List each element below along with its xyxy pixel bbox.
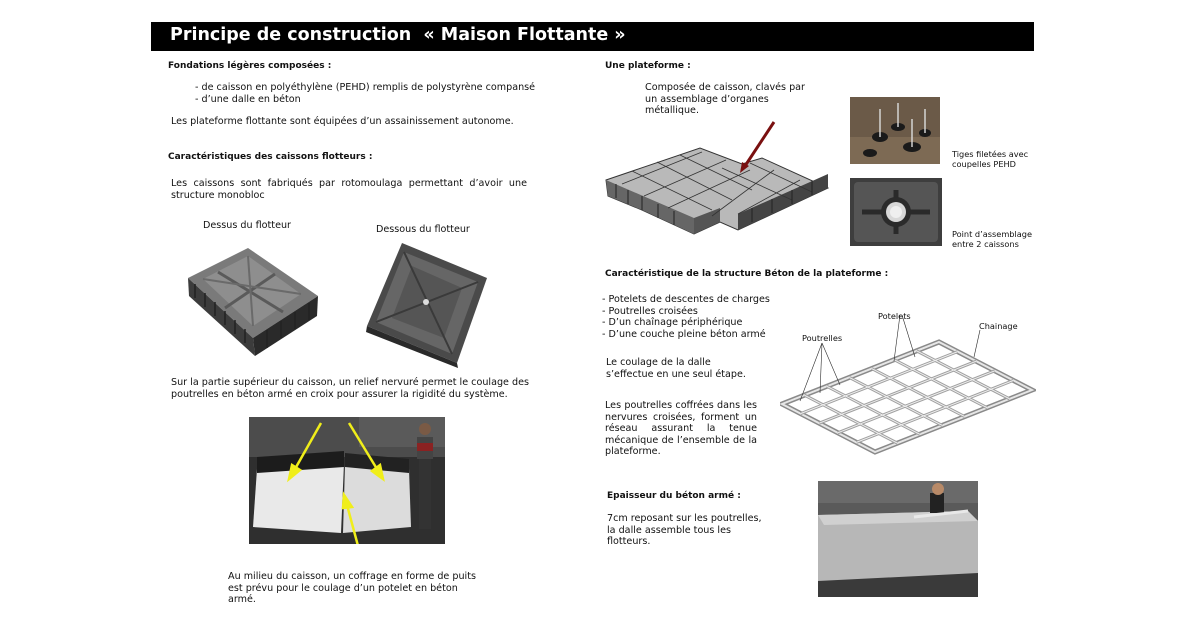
assemblage-caption: Point d’assemblage entre 2 caissons — [952, 229, 1033, 249]
poutrelles-text: Les poutrelles coffrées dans les nervures croisées, forment un réseau assurant la tenue mécanique de l’ensemble de la plateforme. — [605, 400, 757, 458]
fondations-list — [195, 82, 535, 105]
caissons-heading: Caractéristiques des caissons flotteurs : — [168, 152, 373, 162]
fondations-heading: Fondations légères composées : — [168, 61, 332, 71]
grid-beam — [827, 386, 920, 434]
epaisseur-heading: Epaisseur du béton armé : — [607, 491, 741, 501]
float-bottom-image — [362, 238, 492, 368]
plateforme-desc: Composée de caisson, clavés par un assemblage d’organes métallique. — [645, 82, 805, 117]
assainissement-note: Les plateforme flottante sont équipées d’un assainissement autonome. — [171, 116, 514, 127]
grid-beam — [801, 352, 958, 414]
caissons-intro: Les caissons sont fabriqués par rotomoulaga permettant d’avoir une structure monobloc — [171, 178, 527, 201]
coulage-text: Le coulage de la dalle s’effectue en une seul étape. — [606, 357, 746, 380]
slab-photo — [818, 481, 978, 597]
list-item: - D’un chaînage périphérique — [602, 317, 743, 329]
list-item: - de caisson en polyéthylène (PEHD) remplis de polystyrène compansé — [195, 82, 536, 93]
list-item: - d’une dalle en béton — [195, 93, 301, 105]
structure-heading: Caractéristique de la structure Béton de la plateforme : — [605, 269, 889, 279]
structure-list — [602, 294, 770, 340]
grid-beam — [872, 369, 965, 417]
page-title: Principe de construction « Maison Flottante » — [170, 25, 626, 45]
grid-beam — [856, 380, 1013, 442]
grid-beam — [917, 351, 1010, 399]
grid-beam — [894, 360, 987, 408]
label-dessus: Dessus du flotteur — [203, 220, 291, 231]
puits-text: Au milieu du caisson, un coffrage en forme de puits est prévu pour le coulage d’un potelet en béton armé. — [228, 571, 476, 606]
grid-beam — [838, 371, 995, 433]
assemblage-photo — [850, 178, 942, 246]
tiges-caption: Tiges filetées avec coupelles PEHD — [952, 149, 1029, 169]
grid-beam — [849, 377, 942, 425]
label-poutrelles: Poutrelles — [802, 333, 843, 343]
grid-beam — [819, 361, 976, 423]
grid-beam — [804, 395, 897, 443]
platform-illustration — [602, 118, 832, 250]
label-dessous: Dessous du flotteur — [376, 224, 470, 235]
float-top-image — [183, 238, 323, 358]
plateforme-heading: Une plateforme : — [605, 61, 691, 71]
list-item: - Poutrelles croisées — [602, 305, 698, 317]
tiges-photo — [850, 97, 940, 164]
label-potelets: Potelets — [878, 311, 911, 321]
label-chainage: Chainage — [979, 321, 1018, 331]
list-item: - D’une couche pleine béton armé — [602, 328, 766, 340]
relief-text: Sur la partie supérieur du caisson, un relief nervuré permet le coulage des poutrelles en béton armé en croix pour assurer la rigidité du système. — [171, 377, 529, 400]
epaisseur-text: 7cm reposant sur les poutrelles, la dalle assemble tous les flotteurs. — [607, 513, 762, 548]
list-item: - Potelets de descentes de charges — [602, 294, 770, 305]
title-bar — [151, 22, 1034, 51]
caisson-photo — [249, 417, 445, 544]
